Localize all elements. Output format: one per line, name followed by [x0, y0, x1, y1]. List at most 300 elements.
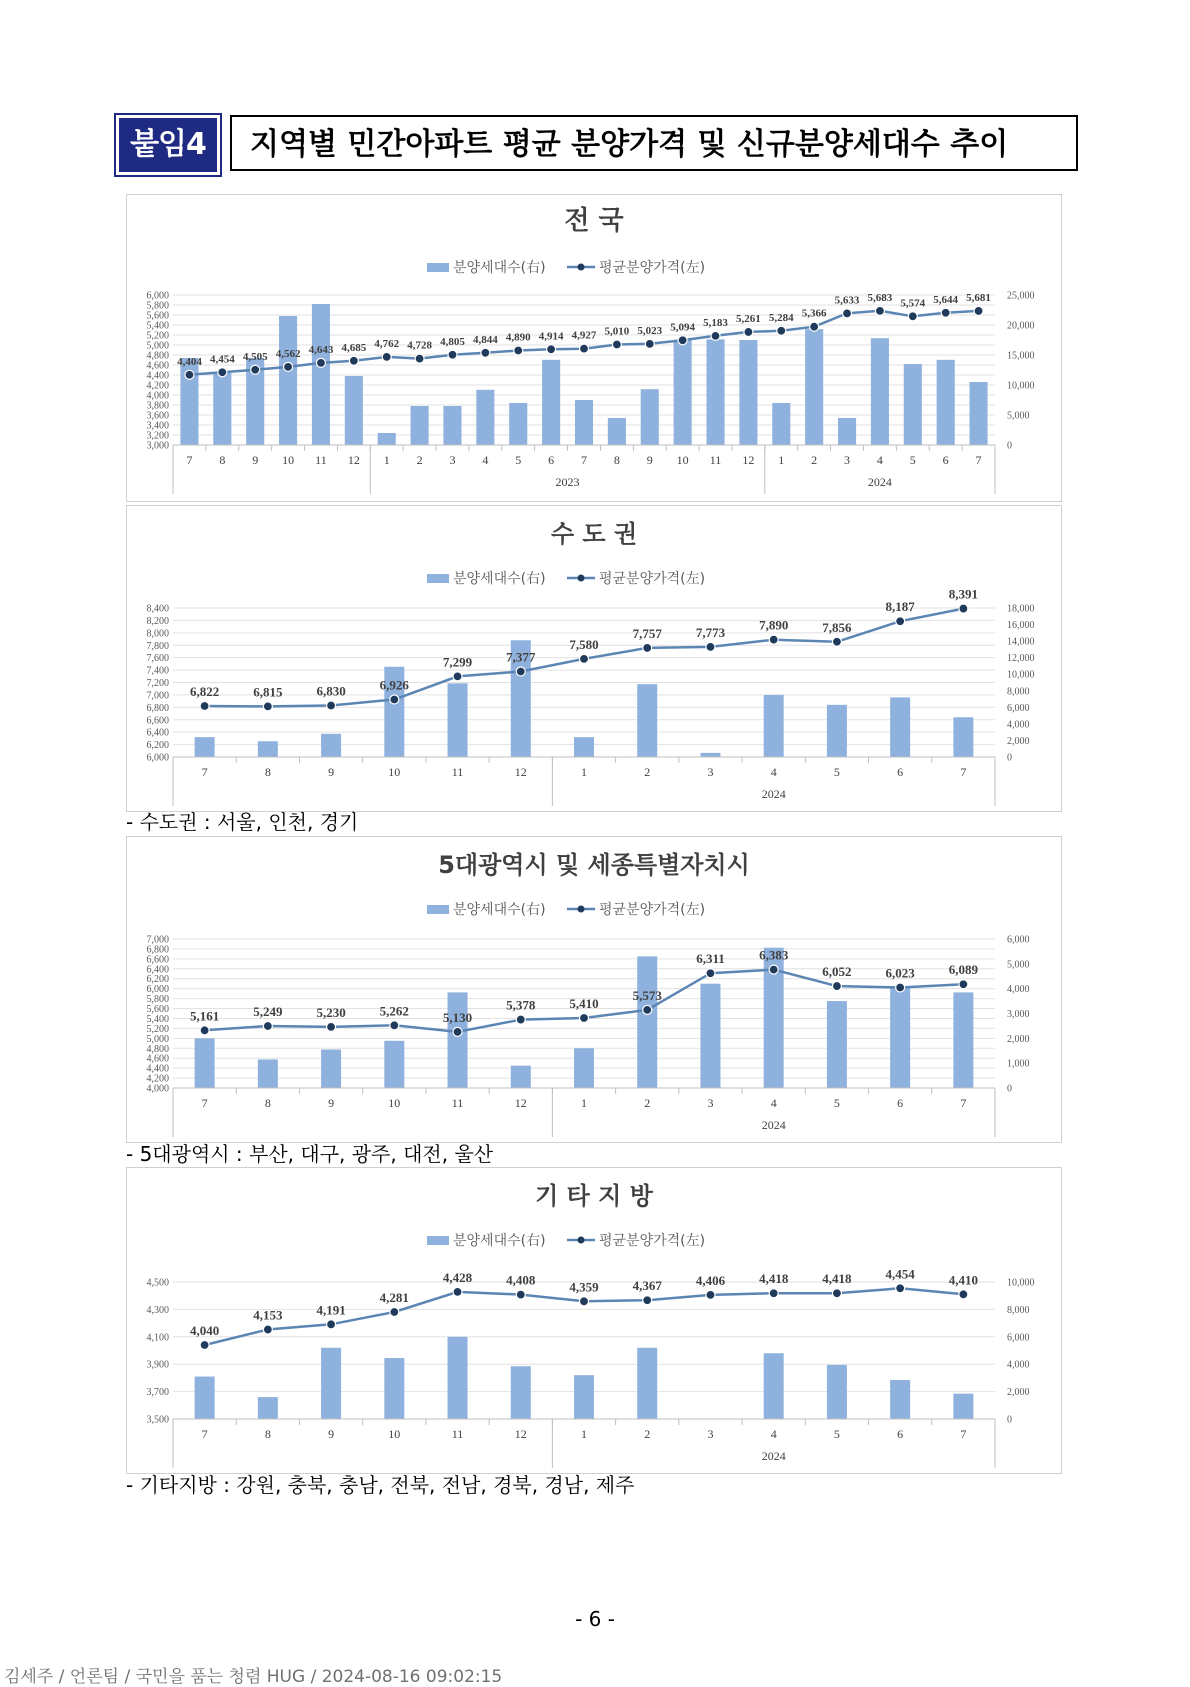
left-tick-label: 4,400 — [146, 370, 169, 382]
bar — [258, 1397, 278, 1419]
bar — [279, 316, 297, 445]
bar — [706, 339, 724, 445]
bar — [195, 1038, 215, 1088]
category-label: 9 — [646, 453, 653, 467]
legend-line-marker — [578, 264, 585, 271]
chart-title: 전 국 — [564, 206, 624, 236]
price-point — [643, 1005, 652, 1014]
category-label: 7 — [201, 765, 208, 779]
data-label: 4,505 — [242, 350, 268, 363]
bar — [890, 697, 910, 757]
price-point — [769, 1289, 778, 1298]
left-tick-label: 6,400 — [146, 727, 169, 739]
left-tick-label: 6,200 — [146, 974, 169, 986]
left-tick-label: 6,800 — [146, 702, 169, 714]
left-tick-label: 5,600 — [146, 310, 169, 322]
category-label: 7 — [960, 765, 967, 779]
legend-line-marker — [578, 906, 585, 913]
data-label: 5,161 — [189, 1008, 220, 1024]
left-tick-label: 5,000 — [146, 1033, 169, 1045]
left-tick-label: 3,800 — [146, 400, 169, 412]
bar — [411, 406, 429, 445]
left-tick-label: 4,200 — [146, 380, 169, 392]
chart-panel-national — [126, 194, 1062, 502]
data-label: 5,644 — [933, 293, 959, 306]
data-label: 4,408 — [506, 1272, 536, 1288]
category-label: 1 — [383, 453, 390, 467]
category-label: 4 — [770, 1096, 777, 1110]
bar — [890, 986, 910, 1088]
left-tick-label: 6,200 — [146, 740, 169, 752]
bar — [195, 737, 215, 757]
category-label: 12 — [347, 453, 360, 467]
left-tick-label: 4,600 — [146, 1053, 169, 1065]
category-label: 7 — [975, 453, 982, 467]
right-tick-label: 2,000 — [1007, 1387, 1030, 1399]
category-label: 1 — [581, 765, 587, 779]
chart-panel-metro — [126, 505, 1062, 812]
data-label: 4,428 — [442, 1269, 473, 1285]
data-label: 4,410 — [948, 1272, 979, 1288]
legend-line-label: 평균분양가격(左) — [599, 571, 706, 587]
bar — [509, 403, 527, 445]
price-point — [263, 1325, 272, 1334]
data-label: 4,418 — [822, 1271, 852, 1287]
data-label: 4,728 — [407, 339, 432, 352]
bar — [953, 992, 973, 1088]
price-point — [645, 339, 654, 348]
right-tick-label: 20,000 — [1007, 320, 1035, 332]
right-tick-label: 0 — [1007, 752, 1012, 764]
price-point — [382, 352, 391, 361]
data-label: 6,052 — [822, 964, 852, 980]
left-tick-label: 4,300 — [146, 1304, 169, 1316]
page-title: 지역별 민간아파트 평균 분양가격 및 신규분양세대수 추이 — [230, 115, 1078, 171]
data-label: 6,089 — [948, 962, 979, 978]
category-label: 4 — [482, 453, 489, 467]
category-label: 1 — [778, 453, 785, 467]
bar — [574, 1375, 594, 1419]
bar — [700, 753, 720, 757]
left-tick-label: 3,700 — [146, 1387, 169, 1399]
page-number: - 6 - — [575, 1607, 615, 1631]
data-label: 5,130 — [442, 1009, 473, 1025]
category-label: 3 — [707, 1096, 714, 1110]
category-label: 3 — [707, 765, 714, 779]
bar — [764, 1353, 784, 1419]
data-label: 5,183 — [703, 316, 728, 329]
right-tick-label: 4,000 — [1007, 1359, 1030, 1371]
price-point — [832, 982, 841, 991]
price-point — [390, 695, 399, 704]
data-label: 8,187 — [885, 599, 915, 615]
right-tick-label: 0 — [1007, 1414, 1012, 1426]
data-label: 4,844 — [472, 333, 498, 346]
left-tick-label: 8,400 — [146, 603, 169, 615]
price-point — [832, 1289, 841, 1298]
price-point — [327, 1022, 336, 1031]
price-point — [706, 1290, 715, 1299]
legend-bar-swatch — [427, 905, 449, 914]
price-point — [643, 1296, 652, 1305]
left-tick-label: 4,000 — [146, 390, 169, 402]
category-label: 2 — [644, 765, 651, 779]
category-label: 11 — [709, 453, 722, 467]
category-label: 2 — [811, 453, 818, 467]
price-point — [580, 1013, 589, 1022]
bar — [345, 376, 363, 445]
price-point — [908, 312, 917, 321]
left-tick-label: 4,800 — [146, 1043, 169, 1055]
right-tick-label: 1,000 — [1007, 1058, 1030, 1070]
left-tick-label: 5,400 — [146, 320, 169, 332]
left-tick-label: 6,800 — [146, 944, 169, 956]
legend-bar-label: 분양세대수(右) — [453, 260, 546, 276]
category-label: 7 — [186, 453, 193, 467]
data-label: 7,890 — [759, 617, 789, 633]
category-label: 11 — [315, 453, 327, 467]
right-tick-label: 14,000 — [1007, 636, 1035, 648]
left-tick-label: 4,800 — [146, 350, 169, 362]
category-label: 6 — [548, 453, 555, 467]
price-point — [516, 1015, 525, 1024]
bar — [641, 389, 659, 445]
left-tick-label: 4,000 — [146, 1083, 169, 1095]
right-tick-label: 8,000 — [1007, 686, 1030, 698]
data-label: 5,094 — [670, 321, 696, 334]
price-point — [810, 322, 819, 331]
left-tick-label: 3,900 — [146, 1359, 169, 1371]
data-label: 6,311 — [696, 951, 725, 967]
data-label: 4,406 — [695, 1272, 726, 1288]
price-point — [706, 642, 715, 651]
data-label: 5,573 — [632, 987, 662, 1003]
chart-panel-cities — [126, 836, 1062, 1143]
note-metro: - 수도권 : 서울, 인천, 경기 — [126, 810, 359, 834]
data-label: 4,040 — [189, 1323, 220, 1339]
right-tick-label: 16,000 — [1007, 620, 1035, 632]
right-tick-label: 18,000 — [1007, 603, 1035, 615]
bar — [827, 1001, 847, 1088]
right-tick-label: 5,000 — [1007, 410, 1030, 422]
price-point — [263, 1021, 272, 1030]
category-label: 10 — [282, 453, 295, 467]
data-label: 6,822 — [189, 683, 220, 699]
price-point — [843, 309, 852, 318]
right-tick-label: 6,000 — [1007, 702, 1030, 714]
bar — [476, 390, 494, 445]
category-label: 12 — [514, 1096, 527, 1110]
category-label: 5 — [833, 1427, 840, 1441]
price-point — [959, 604, 968, 613]
category-label: 10 — [388, 765, 401, 779]
bar — [542, 360, 560, 445]
price-point — [959, 980, 968, 989]
left-tick-label: 3,600 — [146, 410, 169, 422]
category-label: 10 — [388, 1427, 401, 1441]
category-label: 4 — [876, 453, 883, 467]
year-label: 2024 — [761, 1118, 786, 1132]
data-label: 4,805 — [440, 335, 465, 348]
bar — [827, 1365, 847, 1419]
category-label: 11 — [451, 765, 464, 779]
price-point — [200, 1341, 209, 1350]
bar — [970, 382, 988, 445]
data-label: 6,383 — [759, 947, 789, 963]
price-point — [448, 350, 457, 359]
price-point — [251, 365, 260, 374]
right-tick-label: 15,000 — [1007, 350, 1035, 362]
bar — [764, 695, 784, 757]
data-label: 4,454 — [209, 353, 235, 366]
category-label: 7 — [201, 1427, 208, 1441]
price-point — [263, 702, 272, 711]
data-label: 7,757 — [632, 625, 662, 641]
left-tick-label: 6,000 — [146, 984, 169, 996]
category-label: 5 — [833, 765, 840, 779]
bar — [258, 741, 278, 757]
bar — [904, 364, 922, 445]
left-tick-label: 6,600 — [146, 715, 169, 727]
left-tick-label: 8,200 — [146, 615, 169, 627]
price-point — [316, 358, 325, 367]
category-label: 6 — [942, 453, 949, 467]
category-label: 12 — [514, 1427, 527, 1441]
price-point — [896, 1284, 905, 1293]
bar — [574, 737, 594, 757]
category-label: 3 — [707, 1427, 714, 1441]
left-tick-label: 8,000 — [146, 628, 169, 640]
data-label: 4,153 — [253, 1307, 283, 1323]
category-label: 8 — [264, 1427, 271, 1441]
bar — [511, 1066, 531, 1088]
data-label: 6,023 — [885, 965, 915, 981]
price-point — [185, 370, 194, 379]
data-label: 4,890 — [505, 331, 531, 344]
category-label: 9 — [252, 453, 259, 467]
data-label: 4,454 — [885, 1266, 915, 1282]
bar — [805, 329, 823, 445]
bar — [953, 717, 973, 757]
bar — [321, 734, 341, 757]
data-label: 7,773 — [695, 624, 726, 640]
section-header — [116, 115, 1082, 175]
legend-bar-label: 분양세대수(右) — [453, 902, 546, 918]
category-label: 7 — [581, 453, 587, 467]
right-tick-label: 2,000 — [1007, 1033, 1030, 1045]
right-tick-label: 6,000 — [1007, 934, 1030, 946]
data-label: 5,262 — [379, 1003, 409, 1019]
chart-metro — [127, 506, 1061, 811]
data-label: 8,391 — [948, 586, 979, 602]
data-label: 7,299 — [442, 654, 473, 670]
price-point — [327, 701, 336, 710]
category-label: 9 — [328, 765, 335, 779]
legend-bar-label: 분양세대수(右) — [453, 1233, 546, 1249]
bar — [838, 418, 856, 445]
footer-watermark: 김세주 / 언론팀 / 국민을 품는 청렴 HUG / 2024-08-16 09:02:15 — [4, 1667, 503, 1687]
bar — [700, 984, 720, 1088]
left-tick-label: 7,400 — [146, 665, 169, 677]
category-label: 8 — [219, 453, 226, 467]
bar — [637, 956, 657, 1088]
price-point — [453, 1027, 462, 1036]
data-label: 5,284 — [768, 311, 794, 324]
left-tick-label: 5,200 — [146, 1023, 169, 1035]
left-tick-label: 5,400 — [146, 1013, 169, 1025]
bar — [937, 360, 955, 445]
price-point — [941, 308, 950, 317]
category-label: 8 — [264, 765, 271, 779]
year-label: 2023 — [555, 475, 580, 489]
bar — [608, 418, 626, 445]
category-label: 1 — [581, 1096, 587, 1110]
legend-line-label: 평균분양가격(左) — [599, 902, 706, 918]
attachment-tag: 붙임4 — [116, 115, 220, 175]
left-tick-label: 7,000 — [146, 934, 169, 946]
bar — [772, 403, 790, 445]
price-point — [896, 983, 905, 992]
bar — [213, 373, 231, 445]
category-label: 4 — [770, 1427, 777, 1441]
category-label: 3 — [449, 453, 456, 467]
data-label: 4,281 — [379, 1290, 409, 1306]
price-point — [200, 1026, 209, 1035]
category-label: 8 — [264, 1096, 271, 1110]
data-label: 5,366 — [801, 307, 827, 320]
chart-national — [127, 195, 1061, 501]
right-tick-label: 0 — [1007, 440, 1012, 452]
category-label: 9 — [328, 1096, 335, 1110]
category-label: 2 — [644, 1427, 651, 1441]
right-tick-label: 4,000 — [1007, 984, 1030, 996]
data-label: 6,926 — [379, 677, 409, 693]
left-tick-label: 5,600 — [146, 1004, 169, 1016]
category-label: 2 — [416, 453, 423, 467]
price-point — [777, 326, 786, 335]
price-point — [769, 965, 778, 974]
category-label: 9 — [328, 1427, 335, 1441]
chart-cities — [127, 837, 1061, 1142]
data-label: 4,685 — [341, 341, 367, 354]
price-point — [896, 617, 905, 626]
price-point — [327, 1320, 336, 1329]
bar — [443, 406, 461, 445]
category-label: 6 — [897, 1096, 904, 1110]
bar — [448, 683, 468, 757]
legend-bar-label: 분양세대수(右) — [453, 571, 546, 587]
left-tick-label: 7,600 — [146, 653, 169, 665]
data-label: 7,377 — [506, 649, 536, 665]
legend-line-label: 평균분양가격(左) — [599, 1233, 706, 1249]
right-tick-label: 2,000 — [1007, 735, 1030, 747]
left-tick-label: 6,000 — [146, 290, 169, 302]
price-point — [580, 344, 589, 353]
price-point — [875, 306, 884, 315]
left-tick-label: 7,000 — [146, 690, 169, 702]
bar — [827, 705, 847, 757]
left-tick-label: 4,400 — [146, 1063, 169, 1075]
price-point — [284, 362, 293, 371]
chart-other — [127, 1168, 1061, 1473]
left-tick-label: 6,000 — [146, 752, 169, 764]
bar — [384, 1358, 404, 1419]
bar — [637, 1348, 657, 1419]
bar — [448, 992, 468, 1088]
data-label: 4,367 — [632, 1278, 662, 1294]
data-label: 5,683 — [867, 291, 893, 304]
category-label: 8 — [613, 453, 620, 467]
price-point — [769, 635, 778, 644]
category-label: 1 — [581, 1427, 587, 1441]
price-point — [580, 1297, 589, 1306]
bar — [574, 1048, 594, 1088]
chart-title: 5대광역시 및 세종특별자치시 — [438, 851, 750, 879]
price-point — [744, 327, 753, 336]
right-tick-label: 0 — [1007, 1083, 1012, 1095]
legend-line-label: 평균분양가격(左) — [599, 260, 706, 276]
left-tick-label: 7,200 — [146, 678, 169, 689]
data-label: 4,418 — [759, 1271, 789, 1287]
price-point — [453, 1287, 462, 1296]
bar — [953, 1394, 973, 1419]
category-label: 7 — [960, 1096, 967, 1110]
data-label: 5,574 — [900, 297, 926, 310]
category-label: 6 — [897, 1427, 904, 1441]
legend-line-marker — [578, 575, 585, 582]
year-label: 2024 — [761, 1449, 786, 1463]
bar — [871, 338, 889, 445]
price-point — [514, 346, 523, 355]
data-label: 5,261 — [736, 312, 761, 325]
left-tick-label: 6,600 — [146, 954, 169, 966]
year-label: 2024 — [867, 475, 892, 489]
data-label: 4,643 — [308, 343, 334, 356]
category-label: 11 — [451, 1427, 464, 1441]
left-tick-label: 5,200 — [146, 330, 169, 342]
left-tick-label: 5,800 — [146, 300, 169, 312]
legend-line-marker — [578, 1237, 585, 1244]
data-label: 4,762 — [374, 337, 400, 350]
left-tick-label: 3,400 — [146, 420, 169, 432]
price-point — [832, 637, 841, 646]
right-tick-label: 5,000 — [1007, 959, 1030, 971]
data-label: 5,378 — [506, 997, 536, 1013]
category-label: 7 — [960, 1427, 967, 1441]
data-label: 5,249 — [253, 1003, 283, 1019]
bar — [637, 684, 657, 757]
bar — [575, 400, 593, 445]
right-tick-label: 3,000 — [1007, 1009, 1030, 1020]
category-label: 5 — [909, 453, 916, 467]
left-tick-label: 4,100 — [146, 1332, 169, 1344]
right-tick-label: 10,000 — [1007, 669, 1035, 681]
bar — [739, 340, 757, 445]
bar — [312, 304, 330, 445]
legend-bar-swatch — [427, 1236, 449, 1245]
left-tick-label: 3,000 — [146, 440, 169, 452]
left-tick-label: 4,500 — [146, 1277, 169, 1289]
data-label: 5,010 — [604, 325, 630, 338]
price-point — [580, 654, 589, 663]
price-point — [453, 672, 462, 681]
data-label: 5,410 — [569, 995, 599, 1011]
chart-title: 수 도 권 — [550, 520, 638, 548]
data-label: 4,359 — [569, 1279, 599, 1295]
price-point — [516, 1290, 525, 1299]
right-tick-label: 8,000 — [1007, 1304, 1030, 1316]
category-label: 10 — [676, 453, 689, 467]
